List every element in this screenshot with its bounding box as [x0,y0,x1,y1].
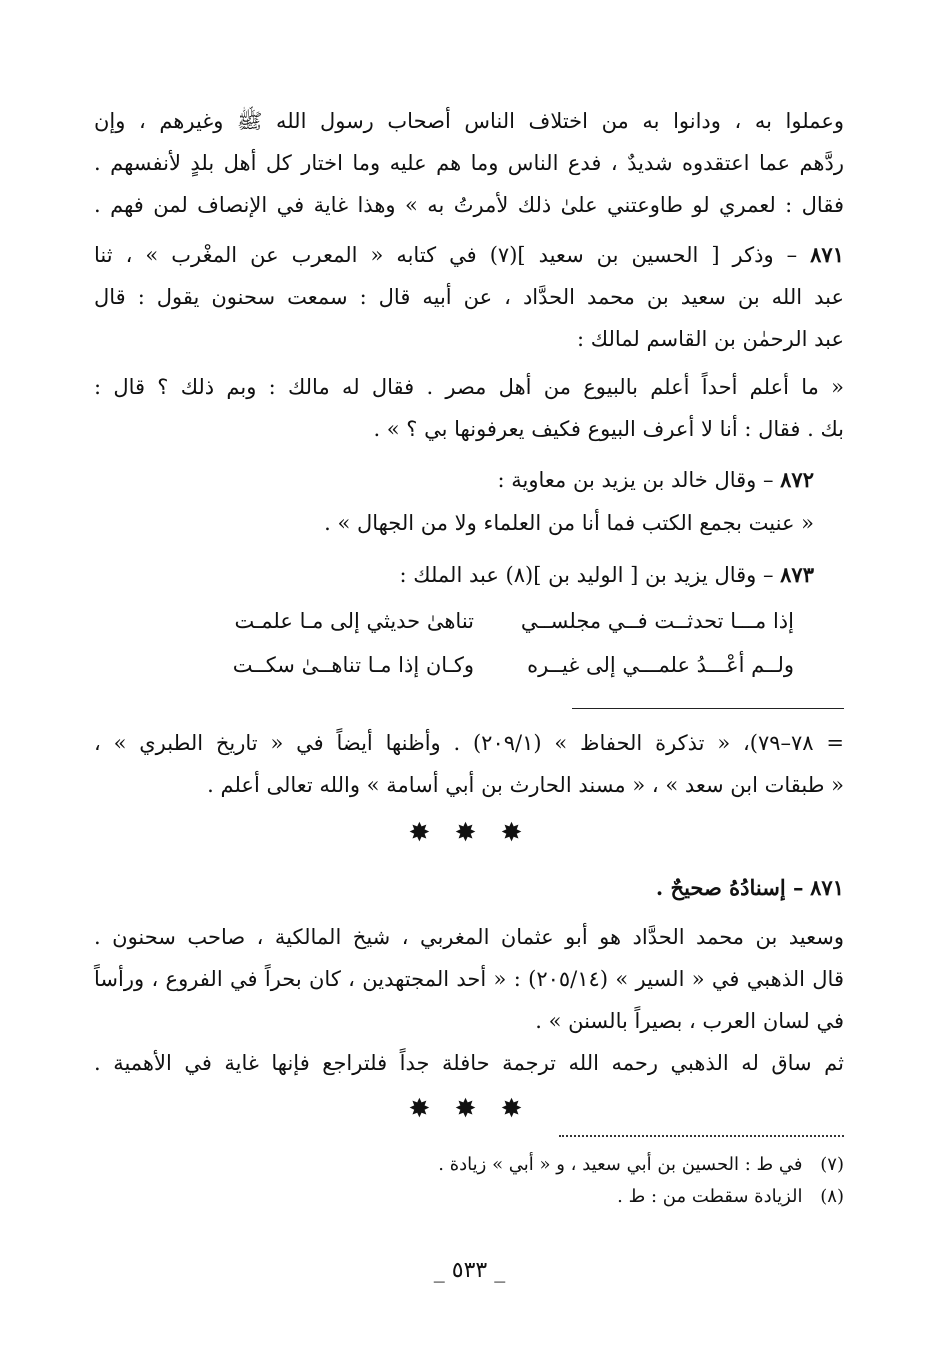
text-line: ثم ساق له الذهبي رحمه الله ترجمة حافلة جداً فلتراجع فإنها غاية في الأهمية . [94,1051,844,1075]
page-number: _ ٥٣٣ _ [433,1258,506,1283]
footnote-separator [559,1135,844,1137]
quote-line: بك . فقال : أنا لا أعرف البيوع فكيف يعرفونها بي ؟ » . [373,417,844,441]
commentary-heading [94,873,844,903]
quote-line: « ما أعلم أحداً أعلم بالبيوع من أهل مصر . فقال له مالك : وبم ذلك ؟ قال : [94,375,844,399]
footnote-line: « طبقات ابن سعد » ، « مسند الحارث بن أبي أسامة » والله تعالى أعلم . [207,773,844,797]
entry-number: ٨٧١ [810,875,844,900]
entry-text: – وقال خالد بن يزيد بن معاوية : [497,468,774,492]
section-divider-stars: ✸ ✸ ✸ [408,1094,531,1124]
entry-number: ٨٧٣ [780,562,814,587]
text-line: وعملوا به ، ودانوا به من اختلاف الناس أصحاب رسول الله ﷺ وغيرهم ، وإن [94,109,844,133]
verse-first-hemistich: ولــم أعْـــدُ علمـــي إلى غيــره [527,653,794,677]
footnote-8 [94,1184,844,1210]
verse-second-hemistich: تناهىٰ حديثي إلى مـا علمـت [234,609,474,633]
section-divider-stars: ✸ ✸ ✸ [408,818,531,848]
footnote-text: الزيادة سقطت من : ط . [617,1186,803,1207]
entry-873-line [64,560,814,590]
entry-text: – وذكر [ الحسين بن سعيد ](٧) في كتابه « المعرب عن المغْرب » ، ثنا [94,243,798,267]
text-line: عبد الرحمٰن بن القاسم لمالك : [577,327,844,351]
heading-text: – إسنادُهُ صحيحٌ . [655,875,804,900]
text-line: عبد الله بن سعيد بن محمد الحدَّاد ، عن أبيه قال : سمعت سحنون يقول : قال [94,285,844,309]
verse-second-hemistich: وكـان إذا مـا تناهــىٰ سكــت [232,653,474,677]
footnote-mark: (٨) [820,1186,844,1207]
footnote-line: = ٧٨–٧٩)، « تذكرة الحفاظ » (٢٠٩/١) . وأظنها أيضاً في « تاريخ الطبري » ، [94,731,844,755]
footnote-mark: (٧) [820,1154,844,1175]
text-line: فقال : لعمري لو طاوعتني علىٰ ذلك لأمرتُ به » وهذا غاية في الإنصاف لمن فهم . [94,193,844,217]
footnote-7 [94,1152,844,1178]
text-line: ردَّهم عما اعتقدوه شديدٌ ، فدع الناس وما هم عليه وما اختار كل أهل بلدٍ لأنفسهم . [94,151,844,175]
entry-number: ٨٧٢ [780,467,814,492]
quote-line: « عنيت بجمع الكتب فما أنا من العلماء ولا من الجهال » . [324,511,814,535]
text-line: قال الذهبي في « السير » (٢٠٥/١٤) : « أحد المجتهدين ، كان بحراً في الفروع ، ورأساً [94,967,844,991]
text-line: وسعيد بن محمد الحدَّاد هو أبو عثمان المغربي ، شيخ المالكية ، صاحب سحنون . [94,925,844,949]
entry-871-line [94,240,844,270]
footnote-text: في ط : الحسين بن أبي سعيد ، و « أبي » زيادة . [438,1154,803,1175]
verse-first-hemistich: إذا مـــا تحدثــت فــي مجلســي [520,609,794,633]
text-line: في لسان العرب ، بصيراً بالسنن » . [535,1009,844,1033]
entry-872-line [64,465,814,495]
entry-number: ٨٧١ [810,242,844,267]
entry-text: – وقال يزيد بن [ الوليد بن ](٨) عبد الملك : [399,563,774,587]
footnote-rule [572,708,844,709]
